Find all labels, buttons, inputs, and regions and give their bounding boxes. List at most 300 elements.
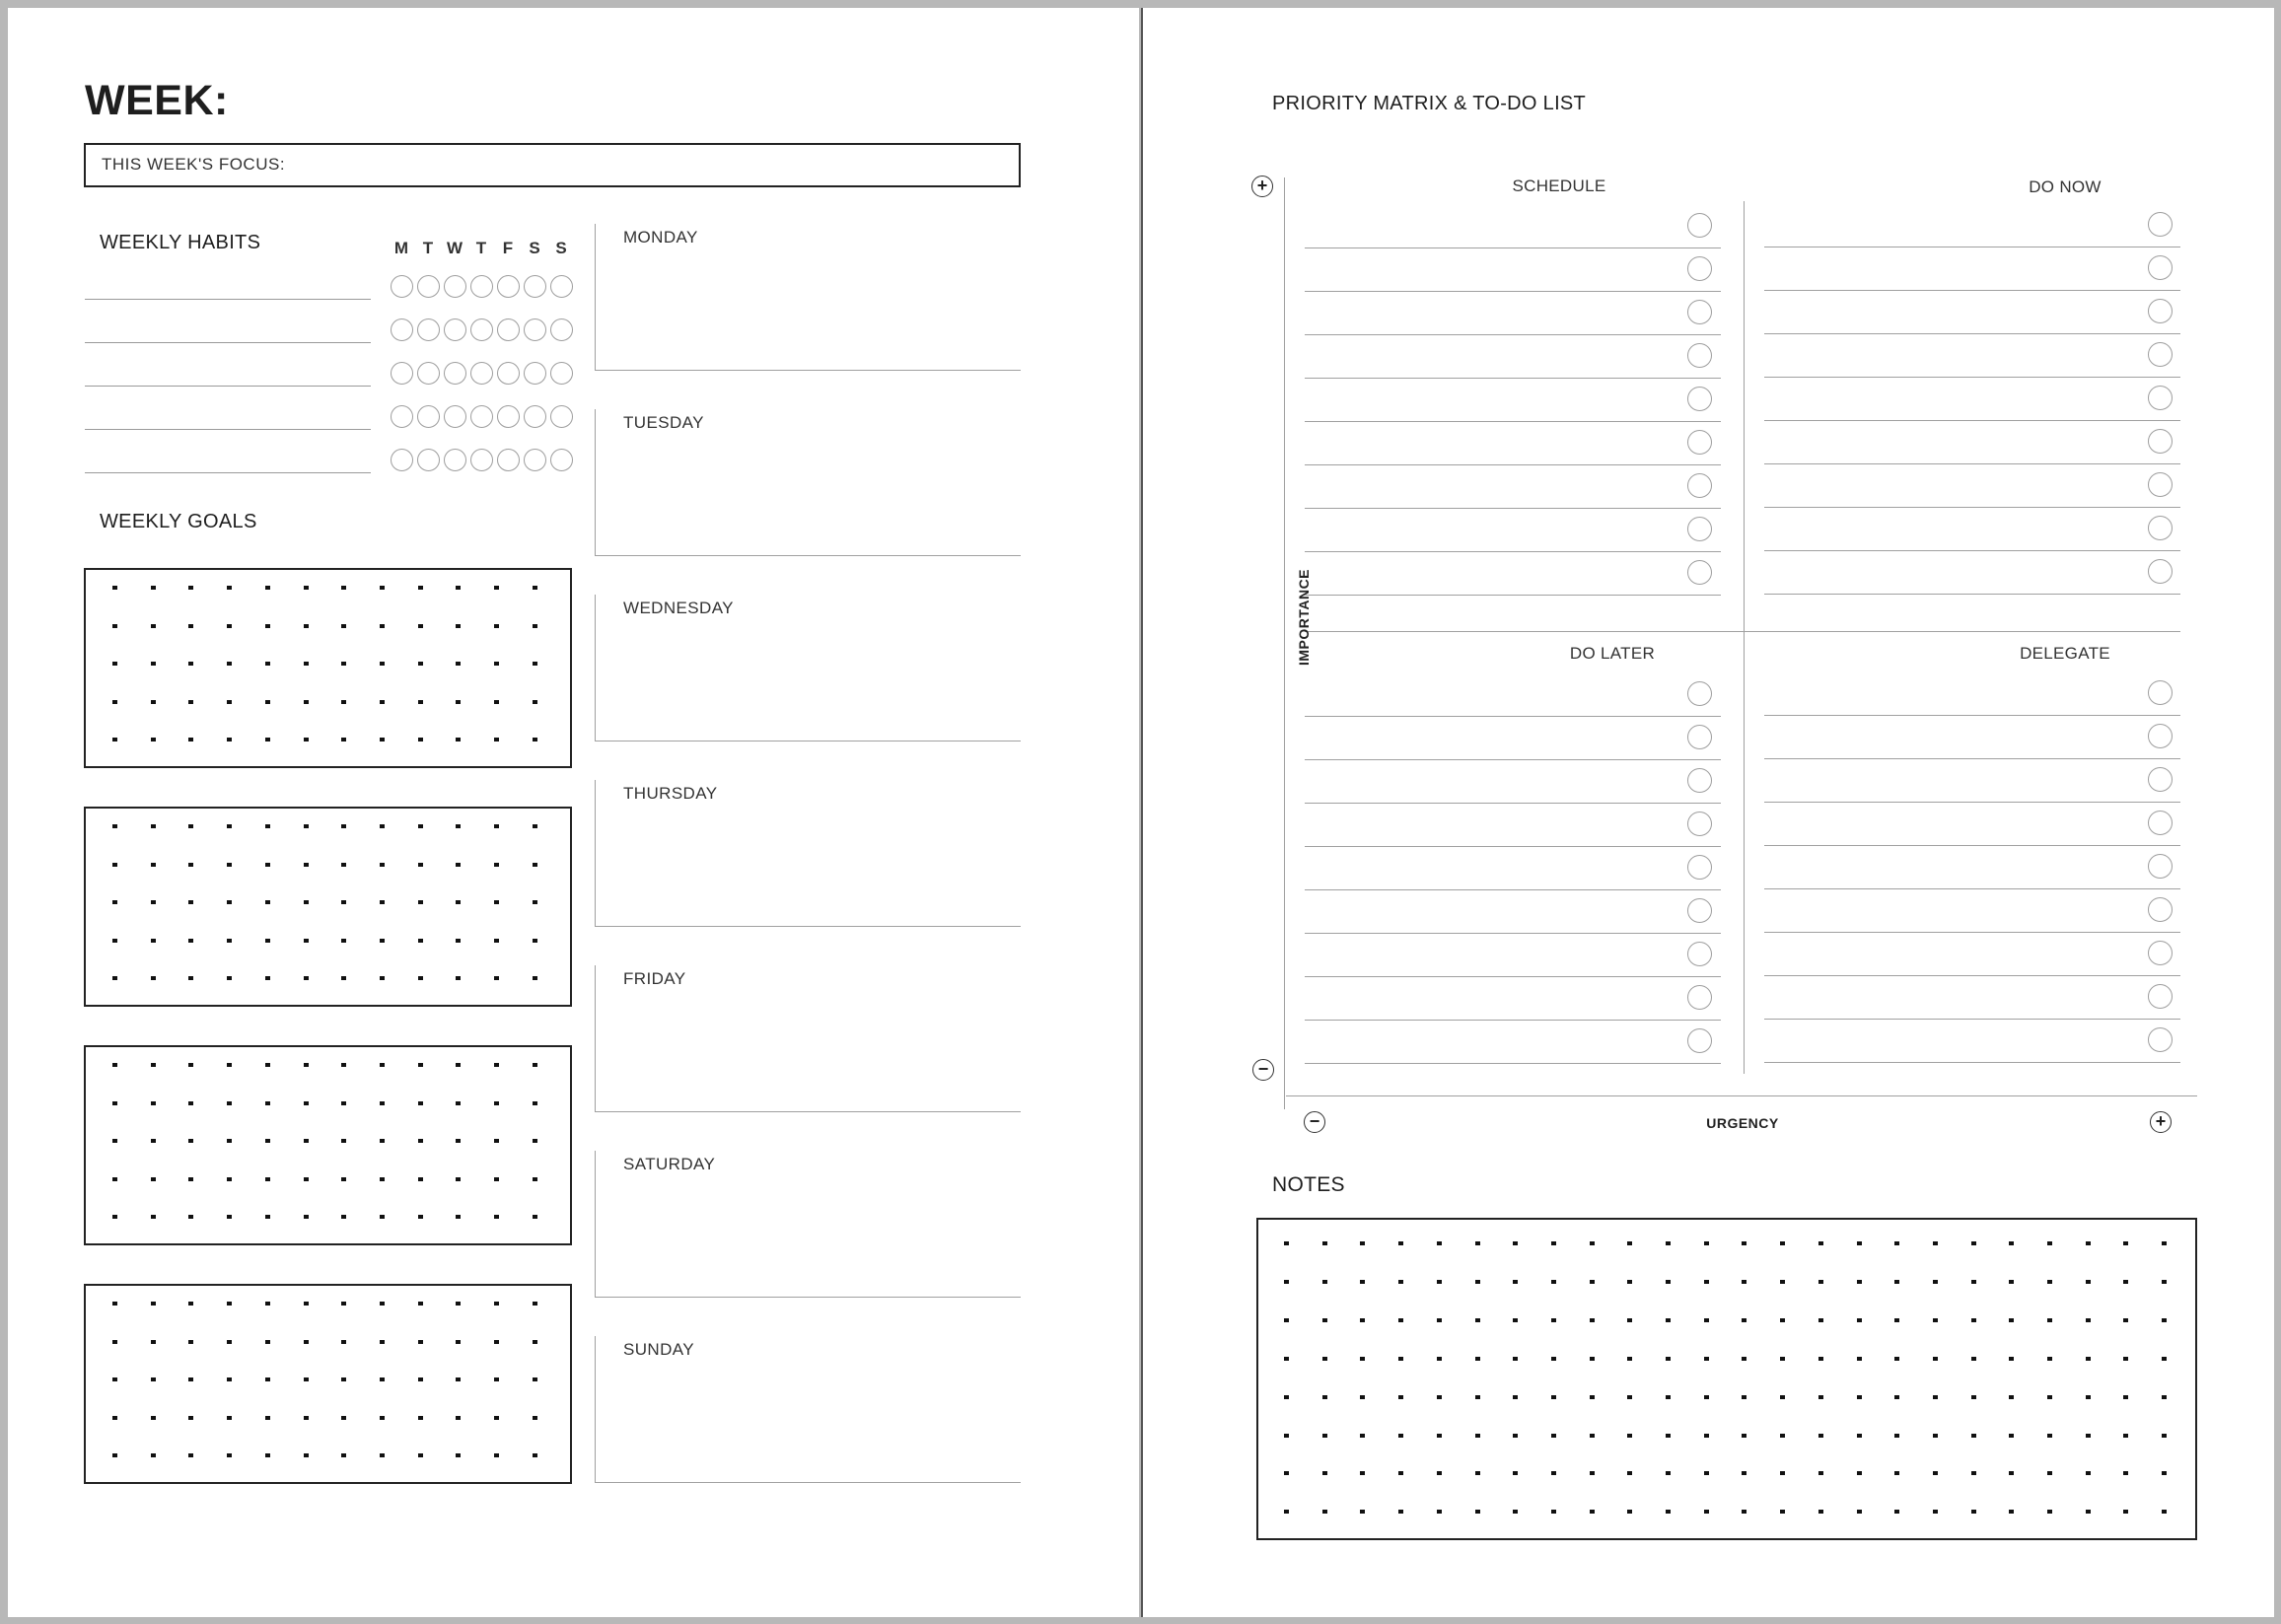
habit-checkbox[interactable] xyxy=(550,362,573,385)
todo-line[interactable] xyxy=(1305,976,1721,977)
habit-checkbox[interactable] xyxy=(470,449,493,471)
todo-checkbox[interactable] xyxy=(2148,429,2173,454)
habit-checkbox[interactable] xyxy=(444,318,466,341)
todo-checkbox[interactable] xyxy=(2148,472,2173,497)
todo-checkbox[interactable] xyxy=(1687,300,1712,324)
grid-dot xyxy=(1437,1241,1442,1245)
grid-dot xyxy=(380,1302,385,1306)
grid-dot xyxy=(1933,1434,1938,1438)
grid-dot xyxy=(304,976,309,980)
day-label: WEDNESDAY xyxy=(623,599,734,617)
grid-dot xyxy=(533,1416,537,1420)
grid-dot xyxy=(456,1101,461,1105)
right-page xyxy=(1141,8,2274,1617)
grid-dot xyxy=(494,1453,499,1457)
grid-dot xyxy=(1513,1280,1518,1284)
grid-dot xyxy=(1857,1395,1862,1399)
grid-dot xyxy=(1742,1318,1746,1322)
todo-line[interactable] xyxy=(1305,759,1721,760)
grid-dot xyxy=(112,863,117,867)
todo-checkbox[interactable] xyxy=(2148,984,2173,1009)
todo-line[interactable] xyxy=(1305,508,1721,509)
todo-line[interactable] xyxy=(1305,716,1721,717)
grid-dot xyxy=(2086,1510,2091,1514)
grid-dot xyxy=(380,1063,385,1067)
grid-dot xyxy=(1284,1395,1289,1399)
grid-dot xyxy=(1818,1434,1823,1438)
grid-dot xyxy=(112,738,117,741)
todo-line[interactable] xyxy=(1764,290,2180,291)
habit-checkbox[interactable] xyxy=(391,449,413,471)
grid-dot xyxy=(1857,1318,1862,1322)
grid-dot xyxy=(494,1377,499,1381)
grid-dot xyxy=(341,662,346,666)
grid-dot xyxy=(494,662,499,666)
grid-dot xyxy=(304,1063,309,1067)
weekly-goals-heading: WEEKLY GOALS xyxy=(100,511,257,532)
grid-dot xyxy=(1360,1510,1365,1514)
habit-line[interactable] xyxy=(85,386,371,387)
grid-dot xyxy=(1284,1434,1289,1438)
grid-dot xyxy=(1857,1280,1862,1284)
todo-line[interactable] xyxy=(1764,420,2180,421)
habit-day-letter: S xyxy=(555,239,567,257)
habit-checkbox[interactable] xyxy=(417,275,440,298)
grid-dot xyxy=(456,1177,461,1181)
habit-line[interactable] xyxy=(85,429,371,430)
todo-line[interactable] xyxy=(1305,846,1721,847)
grid-dot xyxy=(1284,1357,1289,1361)
grid-dot xyxy=(533,662,537,666)
habit-checkbox[interactable] xyxy=(524,362,546,385)
todo-line[interactable] xyxy=(1764,594,2180,595)
grid-dot xyxy=(265,1101,270,1105)
todo-checkbox[interactable] xyxy=(2148,559,2173,584)
habit-checkbox[interactable] xyxy=(497,405,520,428)
grid-dot xyxy=(341,824,346,828)
grid-dot xyxy=(188,1215,193,1219)
grid-dot xyxy=(1627,1471,1632,1475)
grid-dot xyxy=(304,662,309,666)
habit-checkbox[interactable] xyxy=(497,449,520,471)
grid-dot xyxy=(2047,1510,2052,1514)
grid-dot xyxy=(456,976,461,980)
notes-heading: NOTES xyxy=(1272,1173,1345,1196)
habit-checkbox[interactable] xyxy=(391,275,413,298)
grid-dot xyxy=(1742,1471,1746,1475)
habit-checkbox[interactable] xyxy=(470,405,493,428)
todo-checkbox[interactable] xyxy=(2148,255,2173,280)
grid-dot xyxy=(1513,1395,1518,1399)
grid-dot xyxy=(1742,1241,1746,1245)
grid-dot xyxy=(418,1416,423,1420)
grid-dot xyxy=(1933,1280,1938,1284)
habit-checkbox[interactable] xyxy=(497,275,520,298)
habit-checkbox[interactable] xyxy=(417,449,440,471)
habit-checkbox[interactable] xyxy=(524,449,546,471)
todo-line[interactable] xyxy=(1764,507,2180,508)
grid-dot xyxy=(227,939,232,943)
todo-checkbox[interactable] xyxy=(2148,897,2173,922)
grid-dot xyxy=(1971,1241,1976,1245)
grid-dot xyxy=(1818,1395,1823,1399)
grid-dot xyxy=(227,1377,232,1381)
grid-dot xyxy=(2086,1318,2091,1322)
grid-dot xyxy=(494,863,499,867)
todo-checkbox[interactable] xyxy=(2148,680,2173,705)
grid-dot xyxy=(151,624,156,628)
habit-line[interactable] xyxy=(85,472,371,473)
todo-checkbox[interactable] xyxy=(1687,473,1712,498)
grid-dot xyxy=(380,624,385,628)
grid-dot xyxy=(227,700,232,704)
todo-line[interactable] xyxy=(1764,802,2180,803)
grid-dot xyxy=(265,863,270,867)
habit-checkbox[interactable] xyxy=(444,275,466,298)
grid-dot xyxy=(265,1340,270,1344)
todo-checkbox[interactable] xyxy=(1687,985,1712,1010)
grid-dot xyxy=(188,1101,193,1105)
habit-checkbox[interactable] xyxy=(497,318,520,341)
grid-dot xyxy=(1475,1241,1480,1245)
habit-checkbox[interactable] xyxy=(444,362,466,385)
habit-checkbox[interactable] xyxy=(444,449,466,471)
urgency-plus-icon: + xyxy=(2150,1111,2172,1133)
grid-dot xyxy=(1666,1357,1671,1361)
grid-dot xyxy=(2123,1280,2128,1284)
todo-checkbox[interactable] xyxy=(1687,256,1712,281)
grid-dot xyxy=(2009,1357,2014,1361)
grid-dot xyxy=(1933,1318,1938,1322)
todo-line[interactable] xyxy=(1305,464,1721,465)
grid-dot xyxy=(494,1063,499,1067)
habit-checkbox[interactable] xyxy=(444,405,466,428)
grid-dot xyxy=(188,1063,193,1067)
habit-checkbox[interactable] xyxy=(470,318,493,341)
todo-line[interactable] xyxy=(1764,932,2180,933)
grid-dot xyxy=(341,939,346,943)
grid-dot xyxy=(112,1302,117,1306)
grid-dot xyxy=(188,1340,193,1344)
grid-dot xyxy=(1894,1318,1899,1322)
grid-dot xyxy=(1322,1471,1327,1475)
habit-checkbox[interactable] xyxy=(550,405,573,428)
todo-checkbox[interactable] xyxy=(2148,941,2173,965)
habit-checkbox[interactable] xyxy=(417,362,440,385)
habit-checkbox[interactable] xyxy=(497,362,520,385)
todo-line[interactable] xyxy=(1305,889,1721,890)
grid-dot xyxy=(2162,1280,2167,1284)
grid-dot xyxy=(2047,1395,2052,1399)
grid-dot xyxy=(1971,1318,1976,1322)
todo-line[interactable] xyxy=(1305,247,1721,248)
grid-dot xyxy=(1437,1434,1442,1438)
grid-dot xyxy=(1894,1280,1899,1284)
habit-checkbox[interactable] xyxy=(550,275,573,298)
todo-checkbox[interactable] xyxy=(2148,516,2173,540)
grid-dot xyxy=(1551,1471,1556,1475)
todo-line[interactable] xyxy=(1305,595,1721,596)
grid-dot xyxy=(380,1215,385,1219)
grid-dot xyxy=(456,1215,461,1219)
habit-checkbox[interactable] xyxy=(524,405,546,428)
grid-dot xyxy=(188,1302,193,1306)
grid-dot xyxy=(341,1302,346,1306)
grid-dot xyxy=(456,900,461,904)
grid-dot xyxy=(1780,1241,1785,1245)
grid-dot xyxy=(2009,1318,2014,1322)
todo-checkbox[interactable] xyxy=(1687,898,1712,923)
todo-line[interactable] xyxy=(1305,1063,1721,1064)
grid-dot xyxy=(1627,1395,1632,1399)
grid-dot xyxy=(265,662,270,666)
todo-line[interactable] xyxy=(1305,421,1721,422)
grid-dot xyxy=(456,824,461,828)
habit-checkbox[interactable] xyxy=(524,318,546,341)
todo-line[interactable] xyxy=(1764,333,2180,334)
grid-dot xyxy=(494,1340,499,1344)
habit-checkbox[interactable] xyxy=(417,318,440,341)
grid-dot xyxy=(456,624,461,628)
grid-dot xyxy=(1704,1510,1709,1514)
grid-dot xyxy=(1666,1434,1671,1438)
quadrant-divider-vertical xyxy=(1744,201,1745,1074)
grid-dot xyxy=(380,1177,385,1181)
day-label: FRIDAY xyxy=(623,969,686,988)
todo-line[interactable] xyxy=(1764,715,2180,716)
grid-dot xyxy=(418,586,423,590)
grid-dot xyxy=(380,1377,385,1381)
day-block[interactable] xyxy=(595,595,1021,741)
grid-dot xyxy=(227,738,232,741)
habit-checkbox[interactable] xyxy=(470,275,493,298)
grid-dot xyxy=(2086,1241,2091,1245)
grid-dot xyxy=(227,824,232,828)
grid-dot xyxy=(2009,1510,2014,1514)
todo-line[interactable] xyxy=(1764,1019,2180,1020)
todo-checkbox[interactable] xyxy=(2148,811,2173,835)
todo-line[interactable] xyxy=(1764,463,2180,464)
importance-label: IMPORTANCE xyxy=(1296,568,1312,667)
todo-checkbox[interactable] xyxy=(1687,387,1712,411)
todo-checkbox[interactable] xyxy=(2148,724,2173,748)
grid-dot xyxy=(380,1453,385,1457)
todo-line[interactable] xyxy=(1764,845,2180,846)
todo-line[interactable] xyxy=(1764,377,2180,378)
todo-checkbox[interactable] xyxy=(1687,725,1712,749)
grid-dot xyxy=(2047,1357,2052,1361)
grid-dot xyxy=(533,1453,537,1457)
grid-dot xyxy=(265,1416,270,1420)
grid-dot xyxy=(265,1453,270,1457)
matrix-title: PRIORITY MATRIX & TO-DO LIST xyxy=(1272,93,1587,114)
todo-checkbox[interactable] xyxy=(1687,812,1712,836)
todo-checkbox[interactable] xyxy=(2148,386,2173,410)
grid-dot xyxy=(1666,1510,1671,1514)
grid-dot xyxy=(380,1416,385,1420)
grid-dot xyxy=(188,976,193,980)
notes-area[interactable] xyxy=(1256,1218,2197,1540)
todo-line[interactable] xyxy=(1305,1020,1721,1021)
grid-dot xyxy=(1360,1280,1365,1284)
todo-checkbox[interactable] xyxy=(2148,212,2173,237)
grid-dot xyxy=(2009,1280,2014,1284)
grid-dot xyxy=(418,1177,423,1181)
grid-dot xyxy=(533,1101,537,1105)
todo-checkbox[interactable] xyxy=(1687,1028,1712,1053)
grid-dot xyxy=(1284,1241,1289,1245)
grid-dot xyxy=(456,1139,461,1143)
grid-dot xyxy=(533,586,537,590)
grid-dot xyxy=(112,976,117,980)
habit-checkbox[interactable] xyxy=(550,449,573,471)
todo-line[interactable] xyxy=(1305,378,1721,379)
grid-dot xyxy=(265,624,270,628)
grid-dot xyxy=(533,624,537,628)
grid-dot xyxy=(1780,1510,1785,1514)
todo-checkbox[interactable] xyxy=(1687,343,1712,368)
grid-dot xyxy=(2086,1395,2091,1399)
grid-dot xyxy=(304,1377,309,1381)
grid-dot xyxy=(1627,1241,1632,1245)
grid-dot xyxy=(380,824,385,828)
quadrant-title-schedule: SCHEDULE xyxy=(1512,177,1606,195)
grid-dot xyxy=(2123,1318,2128,1322)
day-block[interactable] xyxy=(595,1336,1021,1483)
grid-dot xyxy=(1284,1510,1289,1514)
weekly-habits-heading: WEEKLY HABITS xyxy=(100,232,261,253)
grid-dot xyxy=(1437,1471,1442,1475)
grid-dot xyxy=(2009,1395,2014,1399)
grid-dot xyxy=(112,939,117,943)
grid-dot xyxy=(227,1139,232,1143)
grid-dot xyxy=(1780,1318,1785,1322)
grid-dot xyxy=(1360,1241,1365,1245)
grid-dot xyxy=(151,900,156,904)
todo-checkbox[interactable] xyxy=(1687,560,1712,585)
grid-dot xyxy=(494,624,499,628)
weekly-goal-box[interactable] xyxy=(84,1045,572,1245)
day-block[interactable] xyxy=(595,224,1021,371)
grid-dot xyxy=(151,1063,156,1067)
todo-checkbox[interactable] xyxy=(2148,767,2173,792)
grid-dot xyxy=(1780,1395,1785,1399)
todo-line[interactable] xyxy=(1764,888,2180,889)
habit-checkbox[interactable] xyxy=(391,405,413,428)
grid-dot xyxy=(1513,1434,1518,1438)
habit-checkbox[interactable] xyxy=(470,362,493,385)
todo-checkbox[interactable] xyxy=(1687,430,1712,455)
grid-dot xyxy=(341,1063,346,1067)
grid-dot xyxy=(418,1377,423,1381)
grid-dot xyxy=(494,1416,499,1420)
todo-checkbox[interactable] xyxy=(2148,854,2173,879)
habit-line[interactable] xyxy=(85,342,371,343)
grid-dot xyxy=(1590,1280,1595,1284)
grid-dot xyxy=(1475,1318,1480,1322)
grid-dot xyxy=(188,1139,193,1143)
weekly-goal-box[interactable] xyxy=(84,568,572,768)
habit-checkbox[interactable] xyxy=(391,362,413,385)
weekly-goal-box[interactable] xyxy=(84,807,572,1007)
grid-dot xyxy=(188,1377,193,1381)
habit-line[interactable] xyxy=(85,299,371,300)
todo-line[interactable] xyxy=(1305,551,1721,552)
todo-checkbox[interactable] xyxy=(1687,942,1712,966)
habit-checkbox[interactable] xyxy=(391,318,413,341)
habit-checkbox[interactable] xyxy=(524,275,546,298)
left-page xyxy=(8,8,1139,1617)
grid-dot xyxy=(456,700,461,704)
habit-checkbox[interactable] xyxy=(550,318,573,341)
grid-dot xyxy=(227,1340,232,1344)
day-block[interactable] xyxy=(595,780,1021,927)
grid-dot xyxy=(2009,1241,2014,1245)
grid-dot xyxy=(112,1453,117,1457)
grid-dot xyxy=(1398,1434,1403,1438)
grid-dot xyxy=(304,1340,309,1344)
grid-dot xyxy=(1590,1241,1595,1245)
grid-dot xyxy=(1513,1357,1518,1361)
grid-dot xyxy=(380,939,385,943)
day-block[interactable] xyxy=(595,965,1021,1112)
grid-dot xyxy=(533,976,537,980)
todo-checkbox[interactable] xyxy=(1687,855,1712,880)
grid-dot xyxy=(533,738,537,741)
todo-checkbox[interactable] xyxy=(2148,1027,2173,1052)
todo-line[interactable] xyxy=(1305,291,1721,292)
grid-dot xyxy=(1513,1510,1518,1514)
grid-dot xyxy=(494,1101,499,1105)
weekly-goal-box[interactable] xyxy=(84,1284,572,1484)
grid-dot xyxy=(304,824,309,828)
todo-line[interactable] xyxy=(1764,975,2180,976)
todo-checkbox[interactable] xyxy=(1687,768,1712,793)
habit-checkbox[interactable] xyxy=(417,405,440,428)
grid-dot xyxy=(533,1139,537,1143)
todo-checkbox[interactable] xyxy=(1687,517,1712,541)
todo-checkbox[interactable] xyxy=(1687,213,1712,238)
grid-dot xyxy=(151,824,156,828)
todo-line[interactable] xyxy=(1305,933,1721,934)
todo-line[interactable] xyxy=(1305,803,1721,804)
grid-dot xyxy=(1322,1395,1327,1399)
grid-dot xyxy=(380,976,385,980)
day-block[interactable] xyxy=(595,1151,1021,1298)
grid-dot xyxy=(265,1139,270,1143)
weekly-focus-field[interactable] xyxy=(84,143,1021,187)
grid-dot xyxy=(533,824,537,828)
grid-dot xyxy=(1818,1280,1823,1284)
grid-dot xyxy=(1933,1471,1938,1475)
todo-checkbox[interactable] xyxy=(2148,342,2173,367)
grid-dot xyxy=(227,900,232,904)
todo-checkbox[interactable] xyxy=(1687,681,1712,706)
grid-dot xyxy=(304,1302,309,1306)
grid-dot xyxy=(456,1063,461,1067)
grid-dot xyxy=(1284,1280,1289,1284)
todo-line[interactable] xyxy=(1764,758,2180,759)
day-block[interactable] xyxy=(595,409,1021,556)
grid-dot xyxy=(265,824,270,828)
grid-dot xyxy=(1857,1471,1862,1475)
todo-line[interactable] xyxy=(1764,1062,2180,1063)
todo-line[interactable] xyxy=(1305,334,1721,335)
grid-dot xyxy=(1818,1471,1823,1475)
todo-line[interactable] xyxy=(1764,550,2180,551)
grid-dot xyxy=(418,662,423,666)
todo-checkbox[interactable] xyxy=(2148,299,2173,323)
